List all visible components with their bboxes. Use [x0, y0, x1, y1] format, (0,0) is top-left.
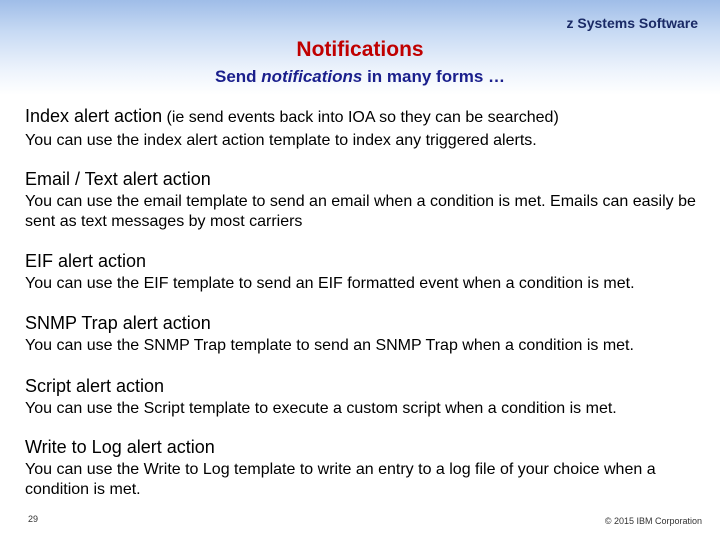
slide-subtitle: [0, 67, 720, 87]
section-email-alert: [25, 168, 715, 232]
section-heading: Script alert action: [25, 376, 165, 396]
brand-label: z Systems Software: [566, 15, 698, 31]
subtitle-emphasis: notifications: [261, 67, 363, 86]
section-log-alert: [25, 436, 715, 500]
section-heading: EIF alert action: [25, 251, 147, 271]
section-description: You can use the email template to send an email when a condition is met. Emails can easily be sent as text messages by most carriers: [25, 193, 696, 230]
copyright-notice: © 2015 IBM Corporation: [604, 516, 702, 526]
section-script-alert: [25, 375, 617, 419]
section-description: You can use the index alert action template to index any triggered alerts.: [25, 132, 537, 149]
section-eif-alert: [25, 250, 635, 294]
slide-title: Notifications: [296, 38, 424, 61]
section-description: You can use the Write to Log template to write an entry to a log file of your choice when a condition is met.: [25, 461, 656, 498]
page-number: 29: [28, 514, 39, 524]
section-index-alert: [25, 105, 559, 151]
section-heading-text: Index alert action: [25, 106, 163, 126]
subtitle-prefix: Send: [215, 67, 262, 86]
section-heading: Email / Text alert action: [25, 169, 211, 189]
section-heading: Write to Log alert action: [25, 437, 215, 457]
section-heading: SNMP Trap alert action: [25, 313, 211, 333]
section-heading-note: (ie send events back into IOA so they can be searched): [162, 109, 559, 126]
section-description: You can use the EIF template to send an EIF formatted event when a condition is met.: [25, 275, 635, 292]
section-heading: [25, 105, 559, 129]
subtitle-suffix: in many forms …: [362, 67, 505, 86]
section-snmp-alert: [25, 312, 634, 356]
section-description: You can use the Script template to execute a custom script when a condition is met.: [25, 400, 617, 417]
section-description: You can use the SNMP Trap template to send an SNMP Trap when a condition is met.: [25, 337, 634, 354]
